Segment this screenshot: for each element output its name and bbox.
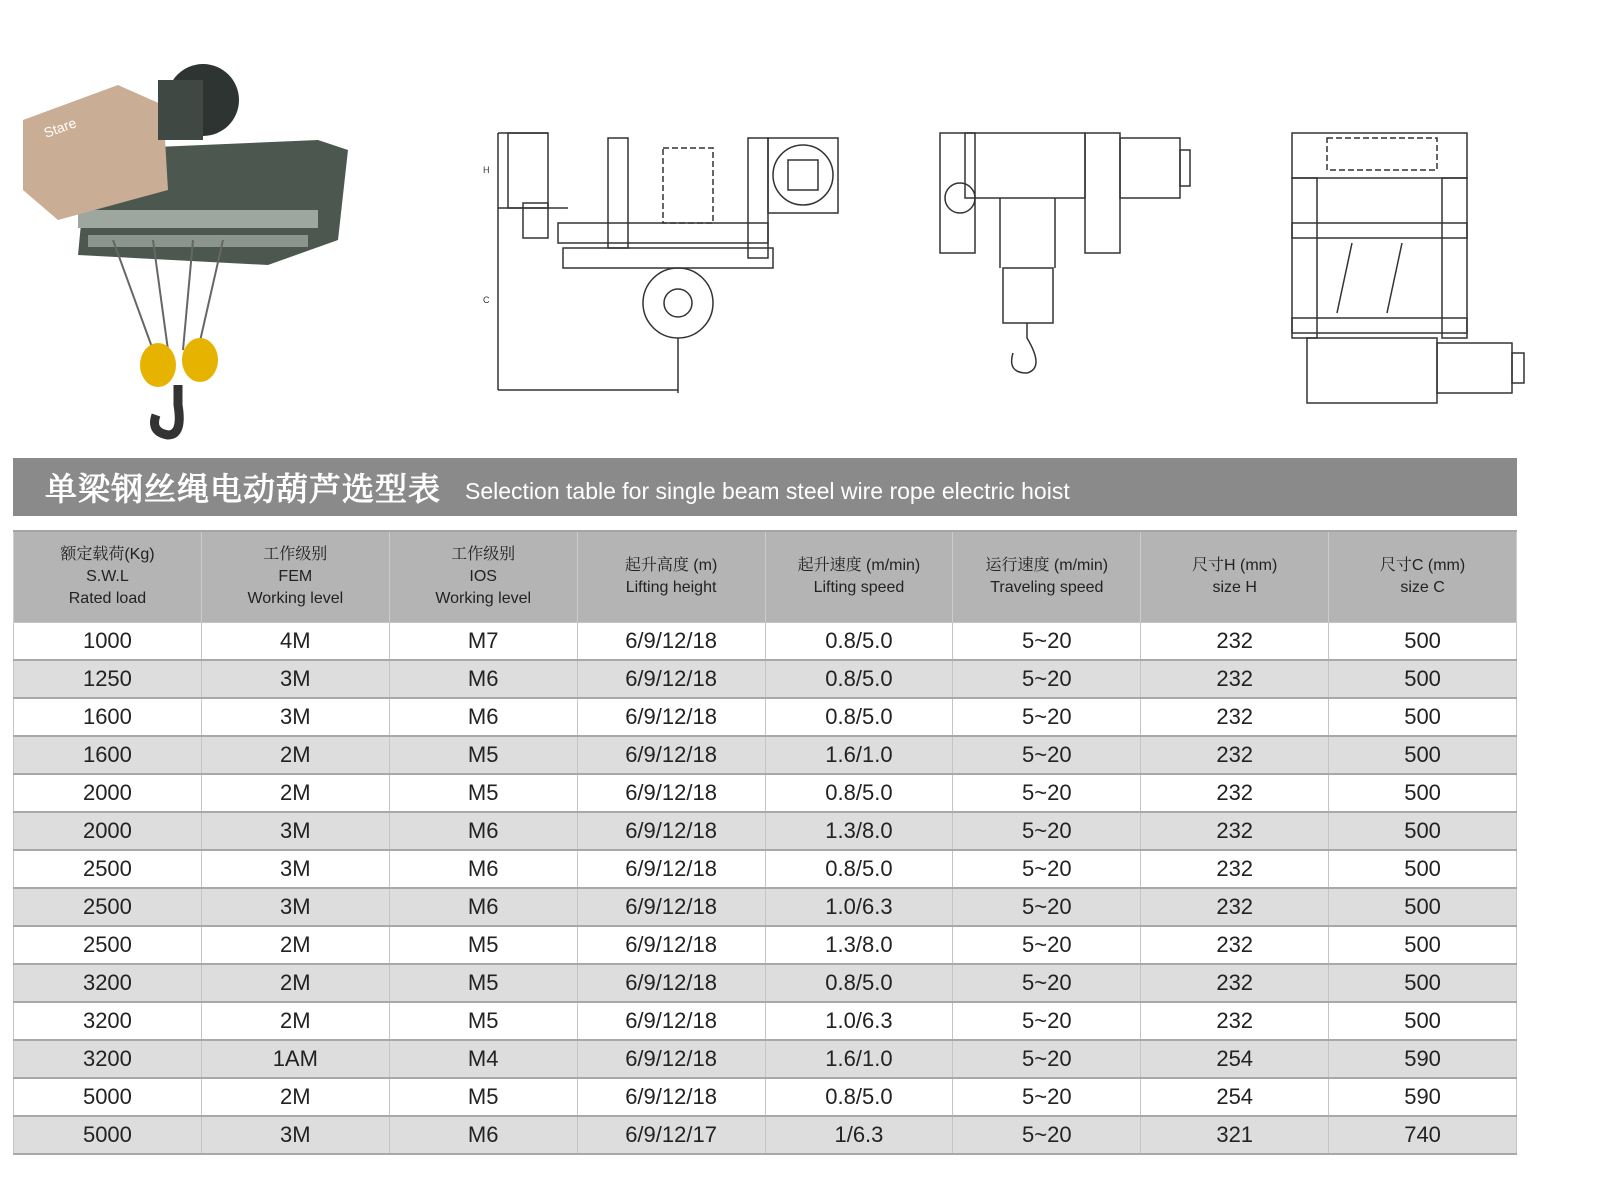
table-cell: 6/9/12/18 [577,850,765,888]
column-header-line: size C [1400,579,1445,596]
table-cell: 590 [1329,1040,1517,1078]
table-cell: 500 [1329,926,1517,964]
table-row [14,660,1517,698]
front-view-drawing [478,128,878,413]
table-cell: 0.8/5.0 [765,774,953,812]
table-cell: 5~20 [953,774,1141,812]
table-cell: M6 [389,812,577,850]
table-cell: 500 [1329,774,1517,812]
table-cell: 6/9/12/18 [577,1078,765,1116]
table-cell: 2M [201,926,389,964]
table-cell: 5~20 [953,888,1141,926]
table-cell: 254 [1141,1078,1329,1116]
table-cell: 500 [1329,1002,1517,1040]
table-cell: 6/9/12/18 [577,888,765,926]
column-header [389,531,577,623]
table-cell: 500 [1329,698,1517,736]
table-cell: M5 [389,1002,577,1040]
hoist-product-photo [18,60,348,455]
table-cell: 500 [1329,964,1517,1002]
top-view-drawing [1282,128,1532,418]
table-cell: 590 [1329,1078,1517,1116]
table-cell: 5~20 [953,660,1141,698]
table-cell: 3M [201,1116,389,1154]
banner-title-cn: 单梁钢丝绳电动葫芦选型表 [45,470,442,508]
table-cell: 6/9/12/18 [577,623,765,661]
column-header-line: Rated load [68,590,147,607]
table-cell: 1000 [14,623,202,661]
table-cell: 6/9/12/18 [577,926,765,964]
column-header-line: Lifting height [625,579,717,596]
column-header [765,531,953,623]
column-header [1329,531,1517,623]
table-cell: M5 [389,926,577,964]
table-cell: 321 [1141,1116,1329,1154]
column-header-line: 额定载荷(Kg) [60,546,155,563]
column-header [577,531,765,623]
column-header [201,531,389,623]
table-cell: 232 [1141,1002,1329,1040]
column-header-line: Lifting speed [813,579,905,596]
table-cell: 1AM [201,1040,389,1078]
table-cell: 3200 [14,964,202,1002]
section-banner [13,458,1517,516]
table-cell: 500 [1329,736,1517,774]
table-cell: 1.0/6.3 [765,888,953,926]
label-c: C [483,295,490,305]
table-cell: 500 [1329,888,1517,926]
table-row [14,926,1517,964]
table-cell: 3M [201,850,389,888]
column-header [1141,531,1329,623]
table-row [14,964,1517,1002]
table-cell: 5~20 [953,1002,1141,1040]
label-h: H [483,165,490,175]
table-cell: 5~20 [953,1040,1141,1078]
table-cell: 6/9/12/18 [577,964,765,1002]
table-cell: 254 [1141,1040,1329,1078]
table-cell: 5~20 [953,812,1141,850]
table-cell: 3M [201,698,389,736]
table-cell: 5~20 [953,1116,1141,1154]
table-cell: M6 [389,698,577,736]
brand-logo: Stare [41,114,79,141]
column-header-line: S.W.L [86,568,129,585]
table-cell: 232 [1141,736,1329,774]
table-cell: M5 [389,1078,577,1116]
table-cell: 6/9/12/18 [577,774,765,812]
table-cell: M5 [389,774,577,812]
table-cell: 232 [1141,698,1329,736]
table-row [14,1040,1517,1078]
column-header-line: 工作级别 [263,546,328,563]
table-cell: 0.8/5.0 [765,964,953,1002]
selection-table [13,530,1517,1155]
table-cell: 232 [1141,850,1329,888]
column-header-line: 尺寸H (mm) [1192,557,1278,574]
table-cell: 500 [1329,812,1517,850]
table-cell: 5~20 [953,926,1141,964]
table-cell: 232 [1141,623,1329,661]
table-cell: 5000 [14,1078,202,1116]
table-cell: 2M [201,736,389,774]
table-row [14,1002,1517,1040]
table-cell: 2M [201,964,389,1002]
table-cell: 2000 [14,774,202,812]
table-cell: 3M [201,660,389,698]
column-header-line: Traveling speed [990,579,1104,596]
table-cell: 6/9/12/18 [577,736,765,774]
column-header-line: Working level [435,590,532,607]
table-cell: 1600 [14,698,202,736]
table-header-row [14,531,1517,623]
table-cell: 2M [201,774,389,812]
column-header-line: IOS [469,568,497,585]
table-row [14,774,1517,812]
table-cell: M6 [389,1116,577,1154]
column-header-line: size H [1212,579,1257,596]
table-cell: M4 [389,1040,577,1078]
table-row [14,736,1517,774]
table-cell: 6/9/12/18 [577,1002,765,1040]
table-cell: 1.3/8.0 [765,926,953,964]
table-cell: 1.6/1.0 [765,736,953,774]
table-cell: 500 [1329,850,1517,888]
table-row [14,1116,1517,1154]
table-cell: 6/9/12/18 [577,1040,765,1078]
table-cell: 2500 [14,926,202,964]
table-cell: M6 [389,850,577,888]
side-view-drawing [935,128,1205,378]
table-cell: 2500 [14,850,202,888]
table-cell: 232 [1141,812,1329,850]
banner-title-en: Selection table for single beam steel wire rope electric hoist [465,477,1070,504]
table-cell: M5 [389,736,577,774]
table-cell: 3200 [14,1040,202,1078]
table-row [14,888,1517,926]
table-cell: 2000 [14,812,202,850]
table-cell: 0.8/5.0 [765,623,953,661]
table-cell: 6/9/12/17 [577,1116,765,1154]
table-cell: 740 [1329,1116,1517,1154]
table-cell: 6/9/12/18 [577,812,765,850]
table-row [14,698,1517,736]
table-cell: 232 [1141,774,1329,812]
table-cell: 1.3/8.0 [765,812,953,850]
table-cell: 3M [201,812,389,850]
table-cell: 232 [1141,888,1329,926]
table-cell: 0.8/5.0 [765,1078,953,1116]
table-row [14,623,1517,661]
column-header [14,531,202,623]
table-cell: M6 [389,888,577,926]
table-cell: 5000 [14,1116,202,1154]
table-cell: 0.8/5.0 [765,850,953,888]
column-header-line: 运行速度 (m/min) [985,557,1109,574]
column-header-line: Working level [247,590,344,607]
table-cell: 3200 [14,1002,202,1040]
table-cell: 5~20 [953,1078,1141,1116]
table-cell: 500 [1329,623,1517,661]
table-row [14,1078,1517,1116]
table-cell: M5 [389,964,577,1002]
table-cell: 6/9/12/18 [577,660,765,698]
table-cell: 500 [1329,660,1517,698]
table-cell: 1250 [14,660,202,698]
table-cell: 5~20 [953,736,1141,774]
column-header-line: FEM [278,568,313,585]
table-cell: 1.0/6.3 [765,1002,953,1040]
table-cell: 5~20 [953,964,1141,1002]
table-cell: 0.8/5.0 [765,660,953,698]
table-cell: 1/6.3 [765,1116,953,1154]
table-cell: 5~20 [953,850,1141,888]
table-row [14,850,1517,888]
column-header-line: 起升速度 (m/min) [797,557,921,574]
table-cell: 1600 [14,736,202,774]
table-cell: 5~20 [953,698,1141,736]
table-cell: 232 [1141,926,1329,964]
column-header-line: 起升高度 (m) [624,557,718,574]
table-cell: 232 [1141,964,1329,1002]
table-cell: 232 [1141,660,1329,698]
table-cell: M7 [389,623,577,661]
table-cell: 2M [201,1002,389,1040]
table-cell: 2M [201,1078,389,1116]
table-cell: 2500 [14,888,202,926]
column-header [953,531,1141,623]
table-cell: 5~20 [953,623,1141,661]
column-header-line: 尺寸C (mm) [1379,557,1466,574]
column-header-line: 工作级别 [451,546,516,563]
table-cell: 1.6/1.0 [765,1040,953,1078]
table-cell: 3M [201,888,389,926]
table-row [14,812,1517,850]
table-cell: M6 [389,660,577,698]
table-cell: 0.8/5.0 [765,698,953,736]
table-cell: 4M [201,623,389,661]
table-cell: 6/9/12/18 [577,698,765,736]
